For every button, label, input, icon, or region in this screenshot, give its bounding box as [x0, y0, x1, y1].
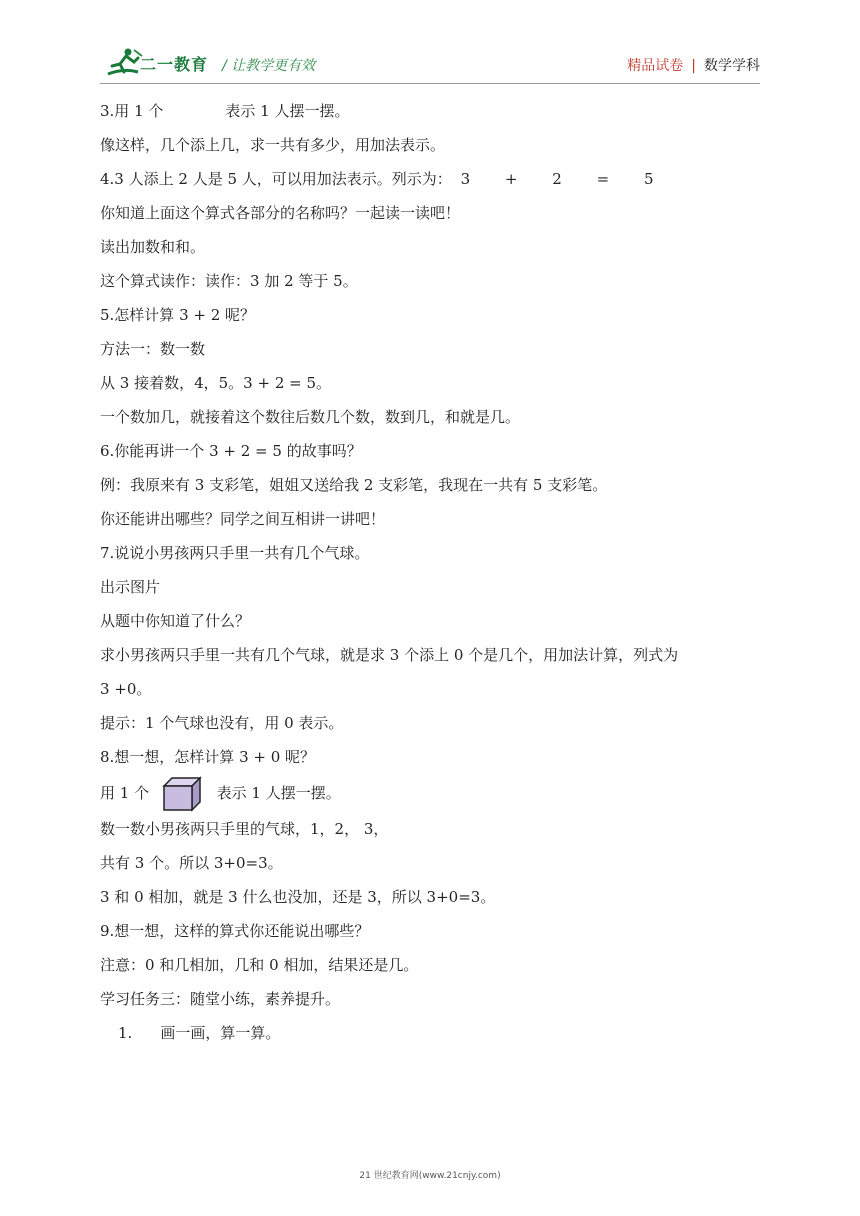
cube-icon	[162, 776, 202, 812]
header-separator: |	[691, 58, 696, 74]
text-line: 你知道上面这个算式各部分的名称吗？一起读一读吧！	[100, 204, 461, 222]
text-segment: 表示 1 人摆一摆。	[216, 784, 341, 802]
text-line: 学习任务三：随堂小练，素养提升。	[100, 990, 341, 1008]
page-header	[0, 0, 860, 90]
page-footer: 21 世纪教育网(www.21cnjy.com)	[359, 1171, 501, 1181]
subject-label: 数学学科	[704, 58, 760, 74]
text-line: 3 +0。	[100, 680, 152, 698]
text-line: 8.想一想，怎样计算 3 + 0 呢？	[100, 748, 316, 766]
equation-term: 3	[460, 170, 471, 188]
slogan: / 让教学更有效	[222, 58, 316, 74]
text-line: 5.怎样计算 3 + 2 呢？	[100, 306, 256, 324]
text-line: 共有 3 个。所以 3+0=3。	[100, 854, 283, 872]
text-line	[100, 94, 764, 128]
text-line: 求小男孩两只手里一共有几个气球，就是求 3 个添上 0 个是几个，用加法计算，列式为	[100, 646, 679, 664]
text-line: 从题中你知道了什么？	[100, 612, 251, 630]
text-line: 9.想一想，这样的算式你还能说出哪些？	[100, 922, 370, 940]
document-body	[100, 94, 764, 1050]
text-line: 注意：0 和几相加，几和 0 相加，结果还是几。	[100, 956, 419, 974]
equation-term: +	[504, 170, 518, 188]
text-line: 提示：1 个气球也没有，用 0 表示。	[100, 714, 344, 732]
text-segment: 表示 1 人摆一摆。	[225, 102, 350, 120]
text-line: 数一数小男孩两只手里的气球，1，2， 3，	[100, 820, 389, 838]
paper-tag: 精品试卷	[627, 58, 684, 74]
equation-line	[100, 162, 764, 196]
text-segment: 4.3 人添上 2 人是 5 人，可以用加法表示。列示为：	[100, 170, 452, 188]
text-segment: 用 1 个	[100, 784, 150, 802]
header-divider	[100, 83, 760, 84]
text-line: 出示图片	[100, 578, 161, 596]
header-right	[627, 55, 760, 75]
text-line: 3 和 0 相加，就是 3 什么也没加，还是 3，所以 3+0=3。	[100, 888, 496, 906]
text-line: 读出加数和和。	[100, 238, 206, 256]
text-line: 7.说说小男孩两只手里一共有几个气球。	[100, 544, 370, 562]
text-segment: 3.用 1 个	[100, 102, 164, 120]
text-line: 这个算式读作：读作：3 加 2 等于 5。	[100, 272, 358, 290]
text-line: 方法一：数一数	[100, 340, 206, 358]
text-line: 从 3 接着数，4，5。3 + 2 = 5。	[100, 374, 332, 392]
text-line: 一个数加几，就接着这个数往后数几个数，数到几，和就是几。	[100, 408, 521, 426]
logo-text: 二一教育	[140, 55, 209, 74]
equation-term: 2	[552, 170, 562, 188]
exercise-text: 画一画，算一算。	[160, 1024, 281, 1042]
text-line: 像这样，几个添上几，求一共有多少，用加法表示。	[100, 136, 446, 154]
text-line: 6.你能再讲一个 3 + 2 = 5 的故事吗？	[100, 442, 362, 460]
exercise-number: 1.	[118, 1024, 133, 1042]
exercise-item	[100, 1016, 764, 1050]
text-line: 例：我原来有 3 支彩笔，姐姐又送给我 2 支彩笔，我现在一共有 5 支彩笔。	[100, 476, 608, 494]
text-line: 你还能讲出哪些？同学之间互相讲一讲吧！	[100, 510, 386, 528]
text-line	[100, 774, 764, 812]
equation-term: 5	[643, 170, 654, 188]
equation-term: =	[596, 170, 610, 188]
